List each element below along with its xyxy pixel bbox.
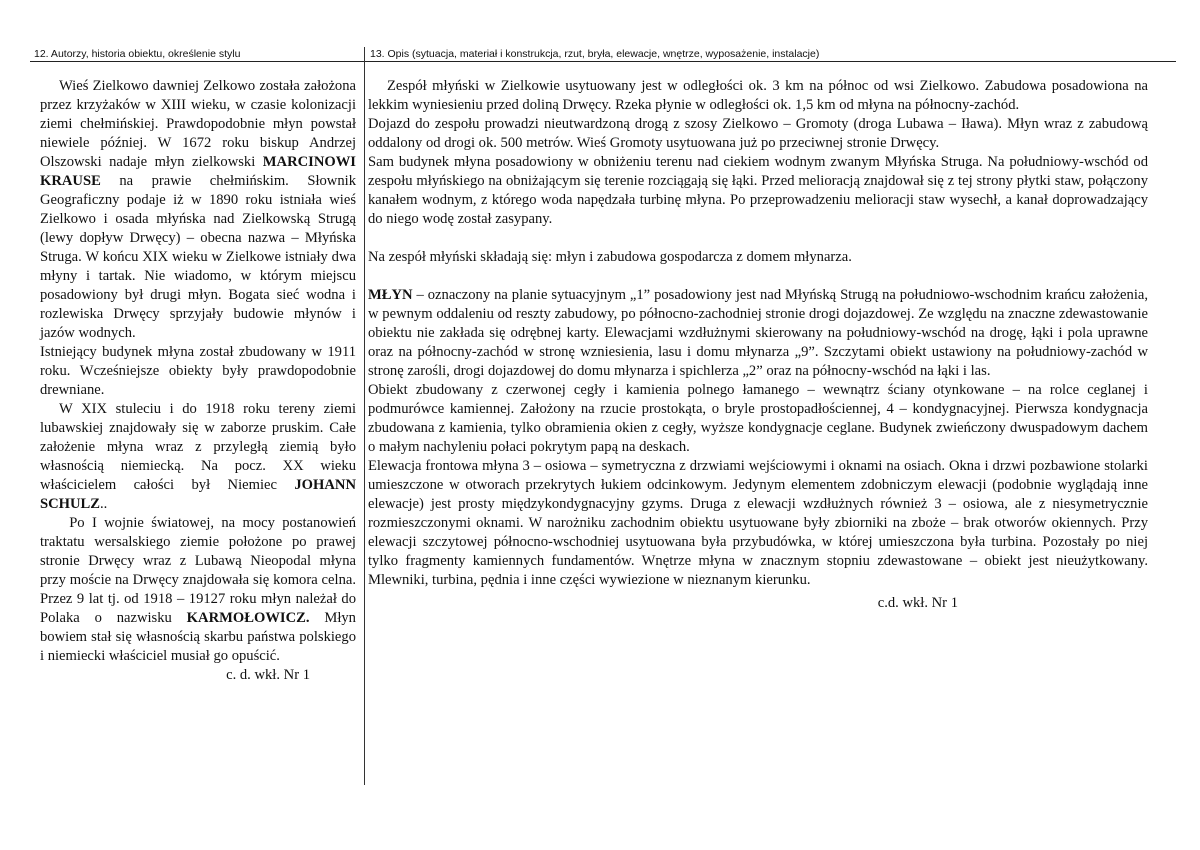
history-paragraph-2: Istniejący budynek młyna został zbudowany w 1911 roku. Wcześniejsze obiekty były prawdopodobnie drewniane. (40, 344, 356, 398)
history-text: .. (100, 496, 108, 512)
history-text: Młyn bowiem stał się własnością skarbu państwa polskiego i niemiecki właściciel musiał go opuścić. (40, 610, 356, 664)
description-paragraph-6: Obiekt zbudowany z czerwonej cegły i kamienia polnego łamanego – wewnątrz ściany otynkowane – na rolce ceglanej i podmurówce kamiennej. Założony na rzucie prostokąta, o bryle prostopadłościennej, 4 – kondygnacyjnej. Pierwsza kondygnacja zbudowana z kamienia, tylko obramienia okien z cegły, wyższe kondygnacje ceglane. Budynek zwieńczony dwuspadowym dachem o małym nachyleniu połaci pokrytym papą na deskach. (368, 382, 1148, 455)
description-paragraph-3: Sam budynek młyna posadowiony w obniżeniu terenu nad ciekiem wodnym zwanym Młyńska Struga. Na południowy-wschód od zespołu młyńskiego na obniżającym się terenie rozciągają się łąki. Przed melioracją znajdował się z tej strony płytki staw, połączony kanałem wodnym, z którego woda napędzała turbinę młyna. Po przeprowadzeniu melioracji staw wysechł, a kanał doprowadzający do niego wodę został zasypany. (368, 154, 1148, 227)
description-paragraph-5 (368, 286, 1148, 381)
owner-name-schulz: JOHANN SCHULZ (40, 477, 356, 512)
history-text: Wieś Zielkowo dawniej Zelkowo została założona przez krzyżaków w XIII wieku, w czasie kolonizacji ziemi chełmińskiej. Prawdopodobnie młyn powstał niewiele później. W 1672 roku biskup Andrzej Olszowski nadaje młyn zielkowski (40, 78, 356, 170)
history-paragraph-3 (40, 400, 356, 514)
description-paragraph-4: Na zespół młyński składają się: młyn i zabudowa gospodarcza z domem młynarza. (368, 249, 852, 265)
history-paragraph-4 (40, 514, 356, 666)
column-divider (364, 47, 365, 785)
description-text: – oznaczony na planie sytuacyjnym „1” posadowiony jest nad Młyńską Strugą na południowo-wschodnim krańcu założenia, w pewnym oddaleniu od reszty zabudowy, po północno-zachodniej stronie drogi dojazdowej. Ze względu na znaczne zdewastowanie obiektu nie zakłada się odrębnej karty. Elewacjami wzdłużnymi skierowany na południowy-wschód na drogę, łąki i pola uprawne oraz na północny-zachód w stronę wzniesienia, lasu i domu młynarza „9”. Szczytami obiekt ustawiony na południowy-zachód w stronę zarośli, drogi dojazdowej do domu młynarza i spichlerza „2” oraz na północny-wschód na łąki i las. (368, 287, 1148, 379)
description-column (368, 77, 1148, 613)
header-rule (30, 61, 1176, 62)
description-paragraph-7: Elewacja frontowa młyna 3 – osiowa – symetryczna z drzwiami wejściowymi i oknami na osiach. Okna i drzwi pozbawione stolarki umieszczone w otworach przekrytych łukiem odcinkowym. Jedynym elementem zdobniczym elewacji (podobnie wyglądają inne elewacje) jest prosty międzykondygnacyjny gzyms. Druga z elewacji wzdłużnych również 3 – osiowa, ale z niesymetrycznie rozmieszczonymi oknami. W narożniku zachodnim obiektu usytuowane były zbiorniki na zboże – brak otworów okiennych. Przy elewacji szczytowej północno-wschodniej usytuowana była przybudówka, w której umieszczona była turbina. Pozostały po niej tylko fragmenty kamiennych fundamentów. Wnętrze młyna w znacznym stopniu zdewastowane – obiekt jest nieużytkowany. Mlewniki, turbina, pędnia i inne części wywiezione w nieznanym kierunku. (368, 458, 1148, 588)
history-paragraph-1 (40, 77, 356, 343)
owner-name-karmolowicz: KARMOŁOWICZ. (186, 610, 310, 626)
description-paragraph-1: Zespół młyński w Zielkowie usytuowany jest w odległości ok. 3 km na północ od wsi Zielkowo. Zabudowa posadowiona na lekkim wyniesieniu przed doliną Drwęcy. Rzeka płynie w odległości ok. 1,5 km od młyna na północny-zachód. (368, 78, 1148, 113)
section-13-header: 13. Opis (sytuacja, materiał i konstrukcja, rzut, bryła, elewacje, wnętrze, wyposażenie, instalacje) (370, 48, 820, 60)
continuation-note-left: c. d. wkł. Nr 1 (226, 667, 310, 683)
section-12-header: 12. Autorzy, historia obiektu, określenie stylu (34, 48, 241, 60)
continuation-note-right: c.d. wkł. Nr 1 (877, 595, 958, 611)
description-paragraph-2: Dojazd do zespołu prowadzi nieutwardzoną drogą z szosy Zielkowo – Gromoty (droga Lubawa – Iława). Młyn wraz z zabudową oddalony od drogi ok. 500 metrów. Wieś Gromoty usytuowana już po przeciwnej stronie Drwęcy. (368, 116, 1148, 151)
history-text: na prawie chełmińskim. Słownik Geograficzny podaje iż w 1890 roku istniała wieś Zielkowo i osada młyńska nad Zielkowską Strugą (lewy dopływ Drwęcy) – obecna nazwa – Młyńska Struga. W końcu XIX wieku w Zielkowe istniały dwa młyny i tartak. Nie wiadomo, w którym miejscu posadowiony był drugi młyn. Bogata sieć wodna i rozlewiska Drwęcy sprzyjały budowie młynów i jazów wodnych. (40, 173, 356, 341)
owner-name-krause: MARCINOWI KRAUSE (40, 154, 356, 189)
history-text: Po I wojnie światowej, na mocy postanowień traktatu wersalskiego ziemie położone po prawej stronie Drwęcy wraz z Lubawą Nieopodal młyna przy moście na Drwęcy znajdowała się komora celna. Przez 9 lat tj. od 1918 – 19127 roku młyn należał do Polaka o nazwisku (40, 515, 356, 626)
history-text: W XIX stuleciu i do 1918 roku tereny ziemi lubawskiej znajdowały się w zaborze pruskim. Całe założenie młyna wraz z przyległą ziemią było własnością niemiecką. Na pocz. XX wieku właścicielem całości był Niemiec (40, 401, 356, 493)
history-column (40, 77, 356, 685)
mlyn-heading: MŁYN (368, 287, 413, 303)
